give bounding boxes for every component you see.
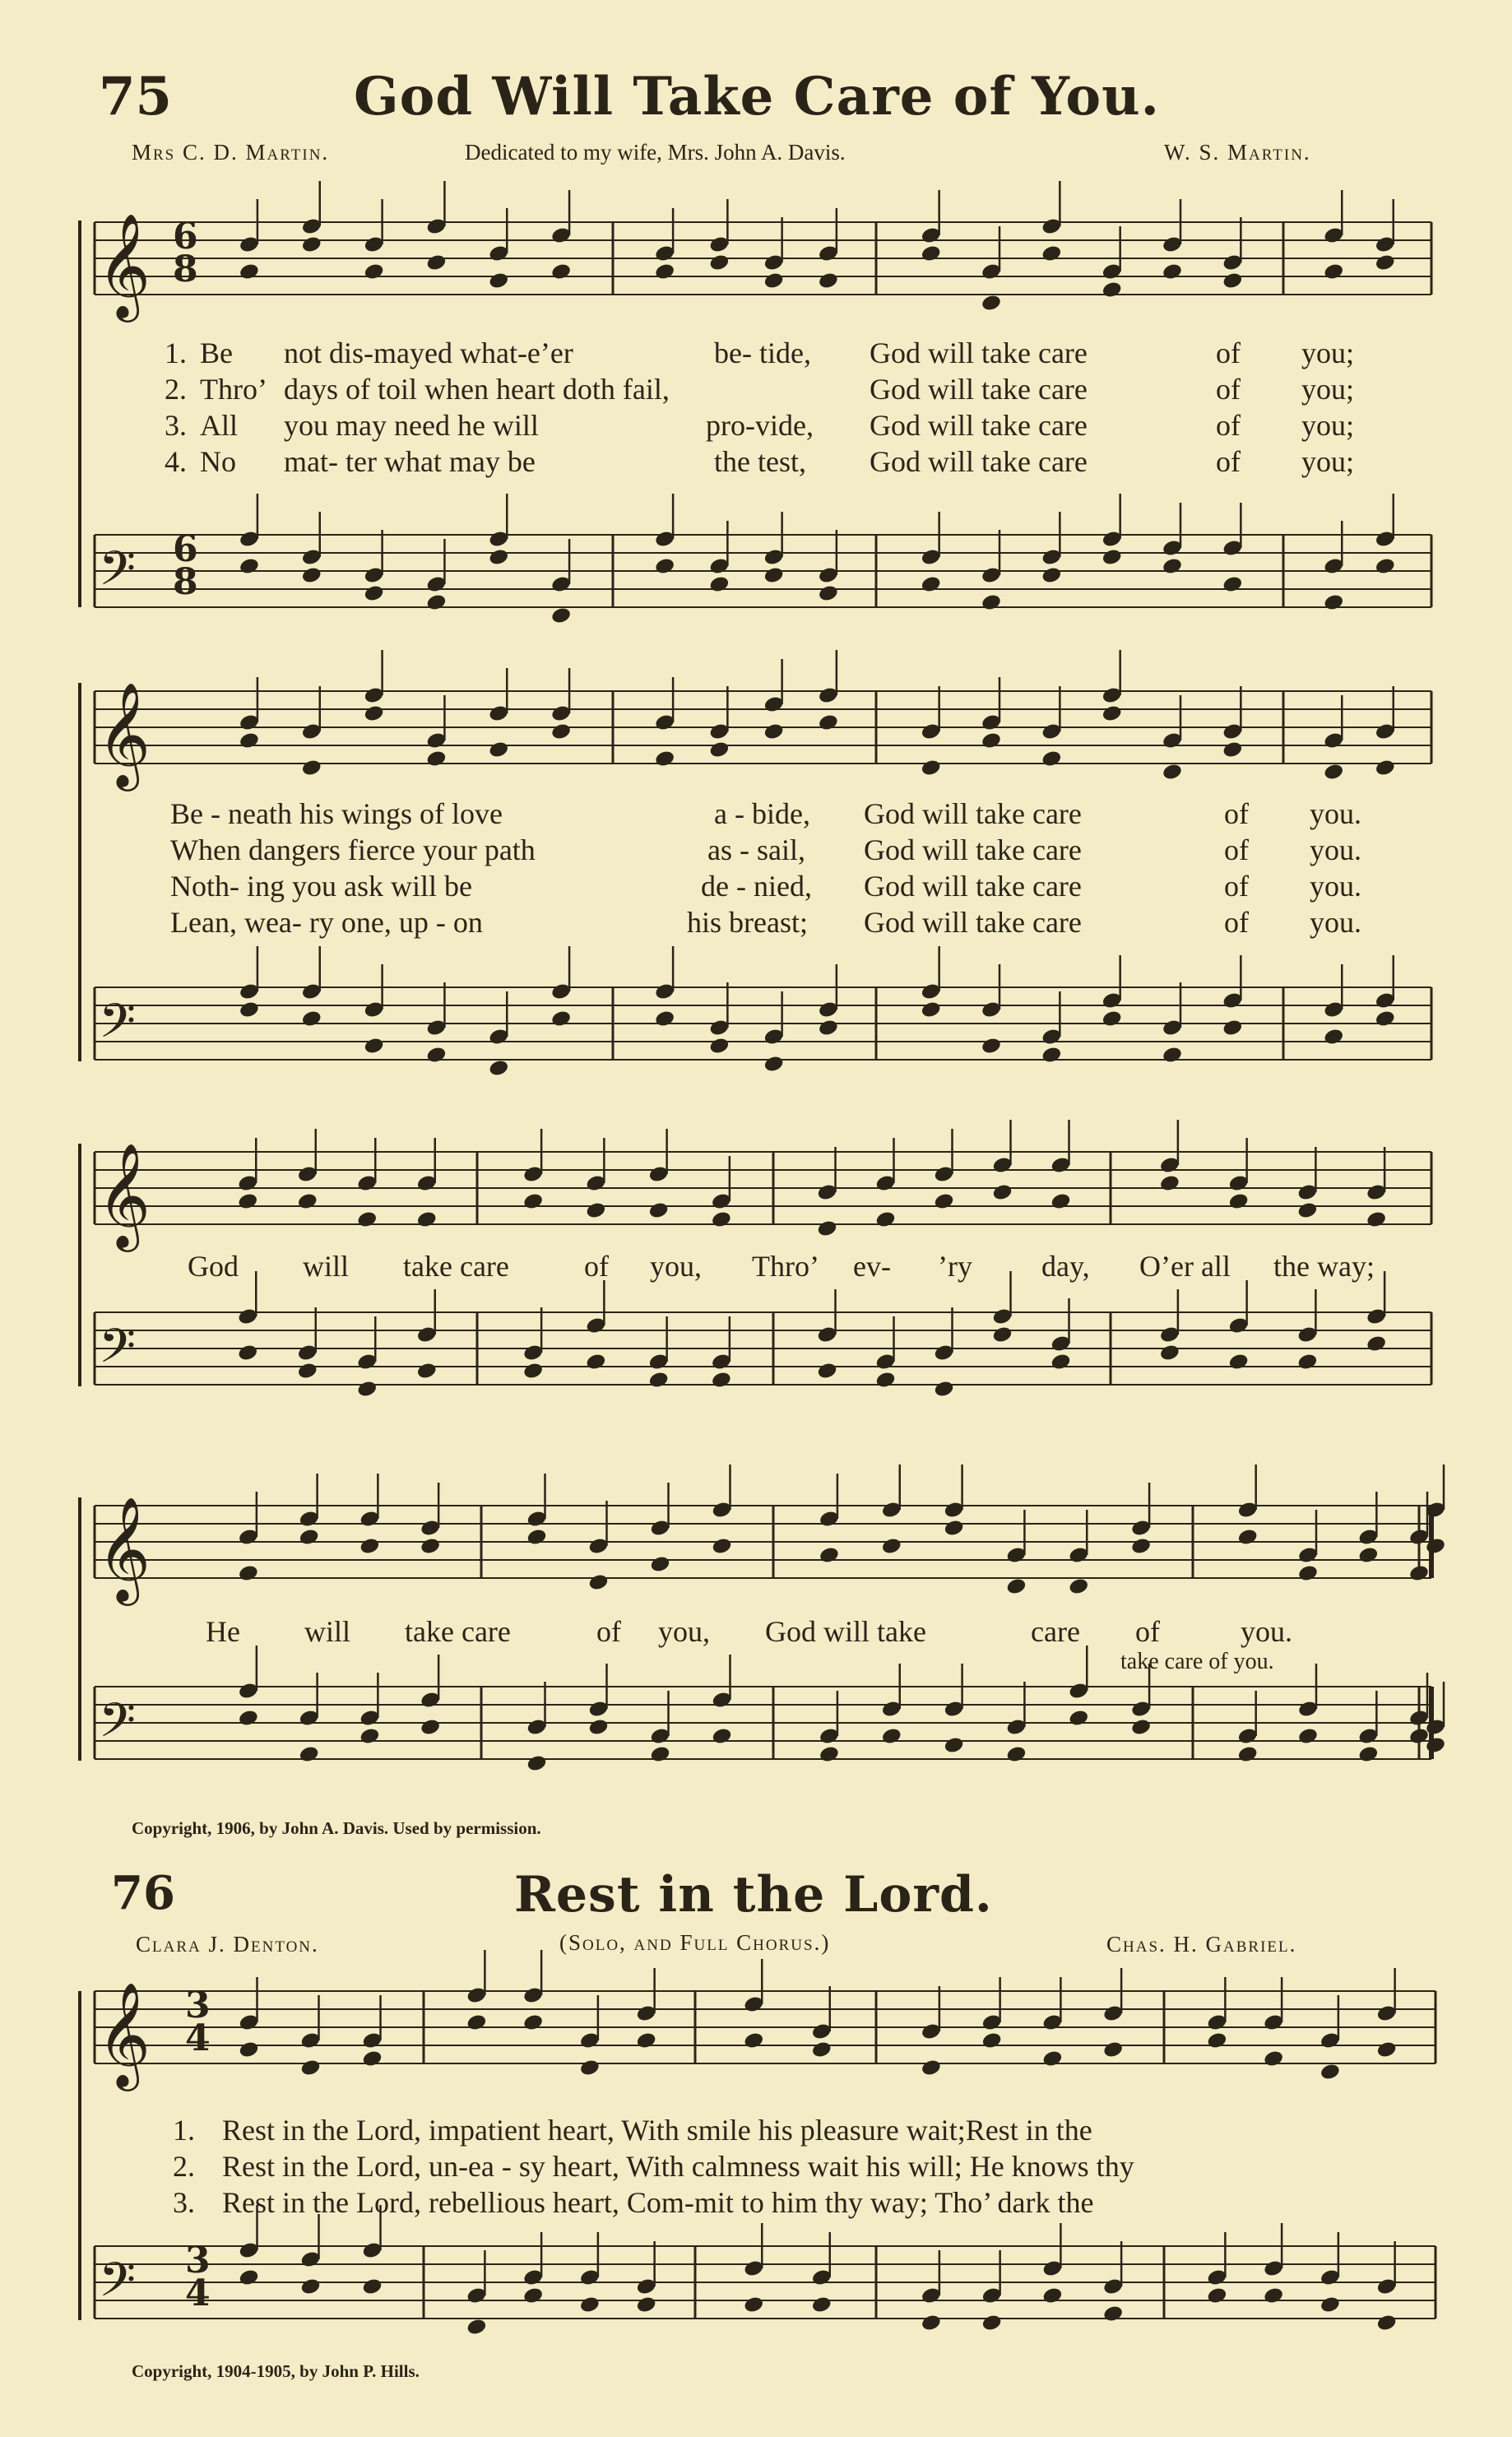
note-head xyxy=(991,1325,1013,1344)
note-head xyxy=(921,1000,942,1019)
note-head xyxy=(356,1210,378,1229)
system-brace xyxy=(78,1497,81,1761)
note-head xyxy=(1228,1192,1250,1211)
note-head xyxy=(649,1555,670,1574)
note-head xyxy=(526,1528,547,1547)
note-head xyxy=(818,1019,839,1037)
note-head xyxy=(1206,2286,1227,2305)
note-head xyxy=(1376,2314,1398,2333)
note-heads xyxy=(238,2205,1397,2336)
note-head xyxy=(416,1210,438,1229)
note-head xyxy=(1102,2305,1124,2323)
note-head xyxy=(711,1371,732,1390)
note-head xyxy=(1366,1210,1387,1229)
note-head xyxy=(361,2049,383,2068)
note-head xyxy=(1005,1745,1027,1764)
music-credit: W. S. Martin. xyxy=(1164,140,1311,165)
note-head xyxy=(881,1727,902,1746)
music-credit: Chas. H. Gabriel. xyxy=(1106,1932,1297,1957)
note-head xyxy=(743,2031,764,2050)
note-head xyxy=(466,2318,487,2337)
note-head xyxy=(874,1210,896,1229)
hymn-subtitle: (Solo, and Full Chorus.) xyxy=(559,1930,831,1955)
words-credit: Mrs C. D. Martin. xyxy=(132,140,330,165)
copyright-hymn-75: Copyright, 1906, by John A. Davis. Used by permission. xyxy=(132,1818,541,1838)
note-head xyxy=(425,750,447,768)
note-heads xyxy=(239,946,1396,1077)
note-head xyxy=(587,1718,609,1737)
note-head xyxy=(636,2295,657,2314)
note-head xyxy=(1102,548,1123,567)
note-head xyxy=(237,1192,258,1211)
note-head xyxy=(654,262,675,281)
note-head xyxy=(818,713,839,732)
note-head xyxy=(1263,2049,1284,2068)
note-head xyxy=(1041,244,1062,263)
note-head xyxy=(654,557,675,576)
note-head xyxy=(654,1010,675,1028)
note-head xyxy=(1375,759,1396,778)
note-head xyxy=(239,557,260,576)
note-head xyxy=(299,2277,321,2296)
note-head xyxy=(1297,1564,1319,1583)
note-head xyxy=(711,1210,732,1229)
note-head xyxy=(356,1380,378,1399)
note-head xyxy=(981,593,1002,612)
note-head xyxy=(819,1546,840,1565)
note-head xyxy=(301,1010,322,1028)
note-head xyxy=(763,722,785,741)
note-head xyxy=(816,1362,837,1381)
note-head xyxy=(522,1362,544,1381)
note-head xyxy=(818,584,839,603)
note-head xyxy=(874,1371,896,1390)
note-heads xyxy=(239,181,1396,312)
note-head xyxy=(359,1537,380,1556)
note-head xyxy=(921,759,942,778)
note-head xyxy=(361,2277,383,2296)
note-head xyxy=(933,1192,954,1211)
music-staff-bass-hymn-76 xyxy=(0,2213,1512,2353)
music-staff-treble-hymn-76 xyxy=(0,1958,1512,2098)
note-head xyxy=(301,759,322,778)
time-signature: 3 4 xyxy=(185,1984,211,2059)
note-head xyxy=(1323,1028,1344,1047)
note-head xyxy=(921,2059,942,2077)
note-heads xyxy=(238,1465,1446,1595)
time-signature-bass: 6 8 xyxy=(173,528,198,603)
note-head xyxy=(1041,1046,1062,1065)
note-head xyxy=(1237,1745,1259,1764)
note-head xyxy=(364,1037,385,1056)
note-head xyxy=(1222,272,1243,290)
note-head xyxy=(1102,704,1123,723)
note-heads xyxy=(238,1646,1446,1772)
note-head xyxy=(416,1362,438,1381)
note-head xyxy=(239,1000,260,1019)
note-head xyxy=(1296,1201,1318,1220)
note-head xyxy=(649,1745,670,1764)
note-head xyxy=(239,731,260,750)
note-head xyxy=(921,575,942,594)
note-head xyxy=(921,244,942,263)
note-head xyxy=(1005,1577,1027,1596)
note-head xyxy=(1159,1174,1180,1193)
note-head xyxy=(237,1344,258,1362)
note-head xyxy=(1162,557,1183,576)
note-head xyxy=(301,235,322,254)
note-head xyxy=(1263,2286,1284,2305)
note-head xyxy=(364,584,385,603)
note-head xyxy=(743,2295,764,2314)
note-head xyxy=(301,566,322,585)
note-head xyxy=(819,1745,840,1764)
note-head xyxy=(425,253,447,272)
note-head xyxy=(364,704,385,723)
hymn-title: Rest in the Lord. xyxy=(514,1866,993,1924)
svg-text:𝄢: 𝄢 xyxy=(99,2252,137,2319)
note-head xyxy=(1222,575,1243,594)
system-brace xyxy=(78,683,81,1061)
note-head xyxy=(1323,262,1344,281)
note-head xyxy=(763,272,785,290)
note-head xyxy=(1375,557,1396,576)
note-head xyxy=(1041,750,1062,768)
note-head xyxy=(297,1192,318,1211)
note-heads xyxy=(238,1950,1397,2081)
note-heads xyxy=(237,1120,1387,1237)
note-head xyxy=(991,1183,1013,1202)
note-head xyxy=(1375,253,1396,272)
note-head xyxy=(811,2295,833,2314)
note-head xyxy=(488,548,509,567)
note-head xyxy=(1162,1046,1183,1065)
system-brace xyxy=(78,1144,81,1386)
note-head xyxy=(1376,2040,1398,2059)
note-head xyxy=(466,2013,487,2032)
note-head xyxy=(1296,1353,1318,1372)
note-head xyxy=(585,1353,606,1372)
note-head xyxy=(299,1528,320,1547)
note-head xyxy=(981,294,1002,313)
note-head xyxy=(488,272,509,290)
words-credit: Clara J. Denton. xyxy=(136,1932,319,1957)
note-head xyxy=(711,1727,732,1746)
system-brace xyxy=(78,220,81,607)
note-heads xyxy=(239,494,1396,624)
music-staff-treble-system-2 xyxy=(0,658,1512,798)
note-head xyxy=(648,1201,670,1220)
note-head xyxy=(1206,2031,1227,2050)
note-head xyxy=(763,566,785,585)
time-signature: 6 8 xyxy=(173,216,198,290)
svg-text:𝄞: 𝄞 xyxy=(97,681,151,787)
svg-text:𝄞: 𝄞 xyxy=(97,1496,151,1601)
note-head xyxy=(1357,1745,1379,1764)
note-head xyxy=(981,2314,1003,2333)
note-head xyxy=(1102,281,1123,299)
note-head xyxy=(1425,1537,1446,1556)
note-head xyxy=(238,1564,259,1583)
music-staff-bass-system-3 xyxy=(0,1279,1512,1419)
note-head xyxy=(811,2040,833,2059)
note-head xyxy=(299,1745,320,1764)
note-head xyxy=(1041,566,1062,585)
note-head xyxy=(297,1362,318,1381)
treble-clef: 𝄞 xyxy=(97,212,151,318)
note-head xyxy=(881,1537,902,1556)
note-head xyxy=(654,750,675,768)
note-head xyxy=(944,1736,965,1755)
hymn-number: 75 xyxy=(99,66,173,128)
note-head xyxy=(522,2286,544,2305)
note-head xyxy=(933,1380,954,1399)
note-head xyxy=(1068,1709,1089,1728)
note-head xyxy=(648,1371,670,1390)
time-signature-bass: 3 4 xyxy=(185,2240,211,2314)
note-head xyxy=(488,740,509,759)
hymn-title: God Will Take Care of You. xyxy=(354,66,1160,128)
note-head xyxy=(1159,1344,1180,1362)
note-head xyxy=(488,1059,509,1078)
svg-text:𝄢: 𝄢 xyxy=(99,1318,137,1386)
note-head xyxy=(1425,1736,1446,1755)
svg-text:𝄢: 𝄢 xyxy=(99,1692,137,1760)
note-head xyxy=(818,272,839,290)
alt-lyric: take care of you. xyxy=(1120,1649,1274,1674)
note-head xyxy=(711,1537,732,1556)
note-head xyxy=(1102,2040,1124,2059)
note-head xyxy=(299,2059,321,2077)
note-heads xyxy=(237,1271,1387,1398)
note-head xyxy=(550,606,572,625)
music-staff-treble-system-4 xyxy=(0,1473,1512,1613)
note-head xyxy=(1320,2295,1341,2314)
note-head xyxy=(708,575,730,594)
note-head xyxy=(1297,1727,1319,1746)
note-head xyxy=(425,1046,447,1065)
note-head xyxy=(238,2268,259,2287)
note-head xyxy=(526,1754,547,1773)
note-head xyxy=(1130,1718,1152,1737)
system-brace xyxy=(78,1991,81,2320)
note-head xyxy=(816,1219,837,1238)
note-head xyxy=(238,2040,259,2059)
note-head xyxy=(1050,1353,1071,1372)
note-head xyxy=(1222,740,1243,759)
note-head xyxy=(708,253,730,272)
note-head xyxy=(1222,1019,1243,1037)
note-head xyxy=(763,1055,785,1074)
note-head xyxy=(981,2031,1003,2050)
svg-text:𝄢: 𝄢 xyxy=(99,993,137,1061)
note-head xyxy=(636,2031,657,2050)
note-head xyxy=(579,2295,601,2314)
note-head xyxy=(359,1727,380,1746)
note-head xyxy=(981,1037,1002,1056)
note-head xyxy=(550,1010,572,1028)
note-head xyxy=(1068,1577,1089,1596)
note-head xyxy=(420,1537,441,1556)
hymn-number: 76 xyxy=(111,1866,175,1920)
note-head xyxy=(522,2013,544,2032)
note-head xyxy=(1320,2063,1341,2082)
note-head xyxy=(981,731,1002,750)
note-head xyxy=(1366,1335,1387,1353)
note-head xyxy=(1237,1528,1259,1547)
note-head xyxy=(420,1718,441,1737)
note-head xyxy=(708,740,730,759)
note-head xyxy=(1323,763,1344,782)
note-head xyxy=(550,722,572,741)
note-head xyxy=(1323,593,1344,612)
bass-clef: 𝄢 xyxy=(99,541,137,608)
note-head xyxy=(1357,1546,1379,1565)
music-staff-bass-system-2 xyxy=(0,954,1512,1094)
note-head xyxy=(585,1201,606,1220)
note-head xyxy=(239,262,260,281)
copyright-hymn-76: Copyright, 1904-1905, by John P. Hills. xyxy=(132,2361,420,2381)
note-head xyxy=(522,1192,544,1211)
note-head xyxy=(550,262,572,281)
note-head xyxy=(921,2314,942,2333)
note-head xyxy=(708,1037,730,1056)
note-head xyxy=(1162,763,1183,782)
note-head xyxy=(238,1709,259,1728)
note-head xyxy=(425,593,447,612)
music-staff-bass-system-4 xyxy=(0,1654,1512,1794)
note-head xyxy=(1408,1727,1430,1746)
note-head xyxy=(1130,1537,1152,1556)
note-head xyxy=(1041,2049,1063,2068)
note-head xyxy=(1228,1353,1250,1372)
dedication: Dedicated to my wife, Mrs. John A. Davis. xyxy=(465,140,846,165)
note-head xyxy=(579,2059,601,2077)
music-staff-bass-system-1 xyxy=(0,502,1512,642)
note-heads xyxy=(239,650,1396,781)
note-head xyxy=(1041,2286,1063,2305)
svg-text:𝄞: 𝄞 xyxy=(97,1142,151,1247)
music-staff-treble-system-3 xyxy=(0,1119,1512,1259)
note-head xyxy=(587,1573,609,1592)
note-head xyxy=(944,1519,965,1538)
note-head xyxy=(1375,1010,1396,1028)
note-head xyxy=(1050,1192,1071,1211)
note-head xyxy=(1408,1564,1430,1583)
note-head xyxy=(364,262,385,281)
note-head xyxy=(1162,262,1183,281)
svg-text:𝄞: 𝄞 xyxy=(97,1981,151,2087)
note-head xyxy=(1102,1010,1123,1028)
